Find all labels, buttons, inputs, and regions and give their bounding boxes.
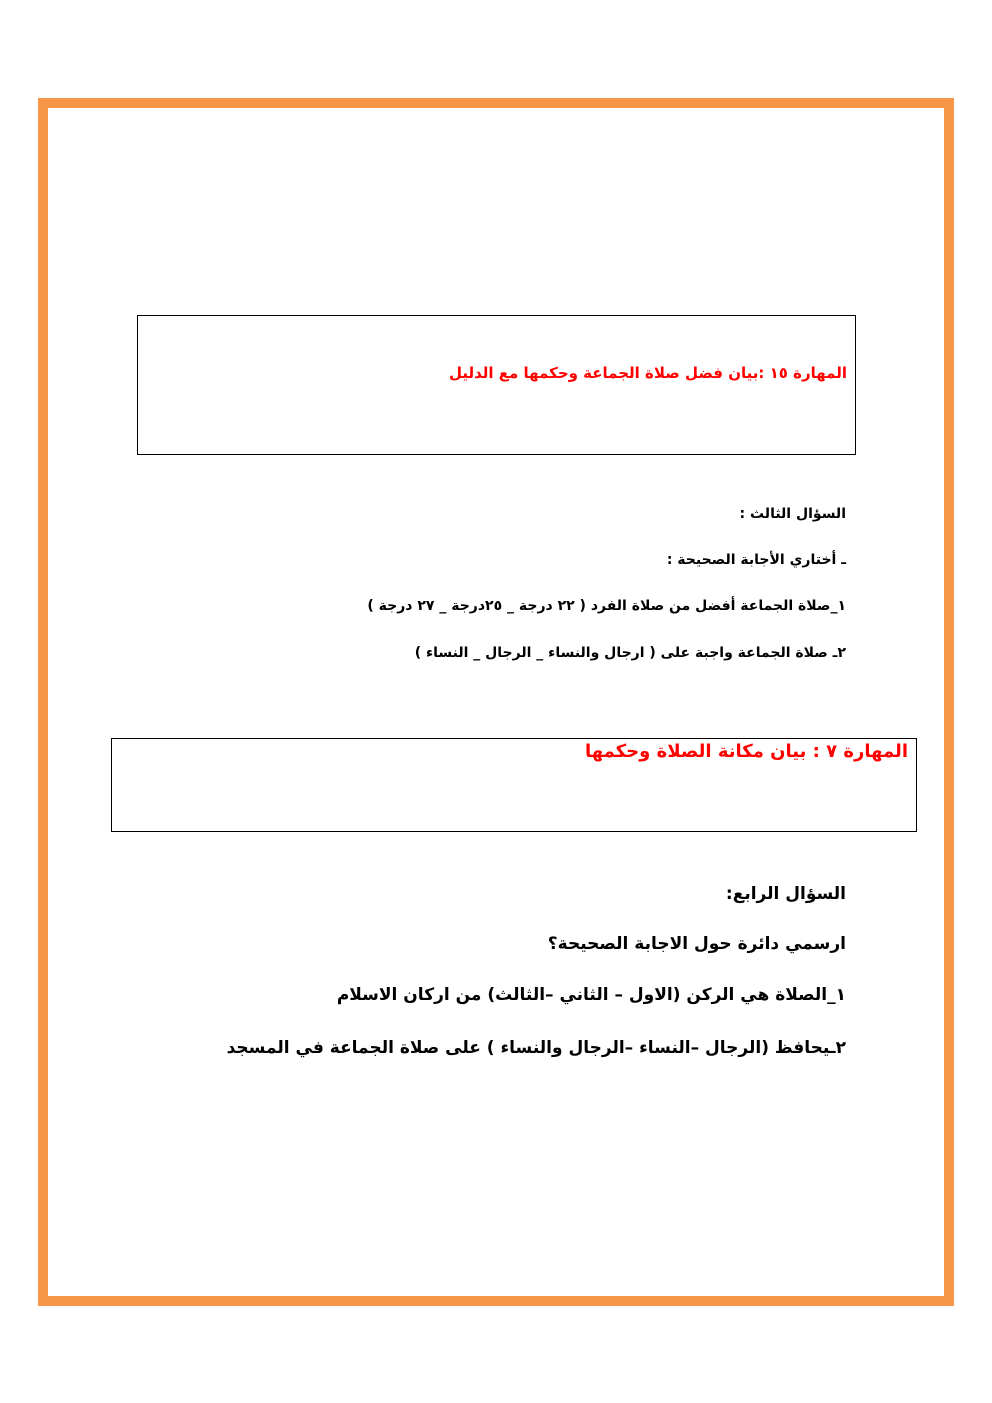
skill-15-title: المهارة ١٥ :بيان فضل صلاة الجماعة وحكمها مع الدليل — [448, 364, 847, 382]
question-3-heading: السؤال الثالث : — [739, 506, 846, 522]
question-4-item-2: ٢ـيحافظ (الرجال –النساء –الرجال والنساء ) على صلاة الجماعة في المسجد — [226, 1038, 846, 1058]
skill-7-box — [111, 738, 917, 832]
question-4-heading: السؤال الرابع: — [725, 884, 846, 904]
question-4-item-1: ١_الصلاة هي الركن (الاول – الثاني –الثالث) من اركان الاسلام — [336, 985, 846, 1005]
skill-15-box — [137, 315, 856, 455]
page-border — [38, 98, 954, 1306]
question-3-instruction: ـ أختاري الأجابة الصحيحة : — [666, 552, 846, 568]
question-4-instruction: ارسمي دائرة حول الاجابة الصحيحة؟ — [547, 934, 846, 954]
skill-7-title: المهارة ٧ : بيان مكانة الصلاة وحكمها — [584, 741, 908, 762]
question-3-item-1: ١_صلاة الجماعة أفضل من صلاة الفرد ( ٢٢ درجة _ ٢٥درجة _ ٢٧ درجة ) — [367, 598, 846, 614]
question-3-item-2: ٢ـ صلاة الجماعة واجبة على ( ارجال والنساء _ الرجال _ النساء ) — [414, 645, 846, 661]
